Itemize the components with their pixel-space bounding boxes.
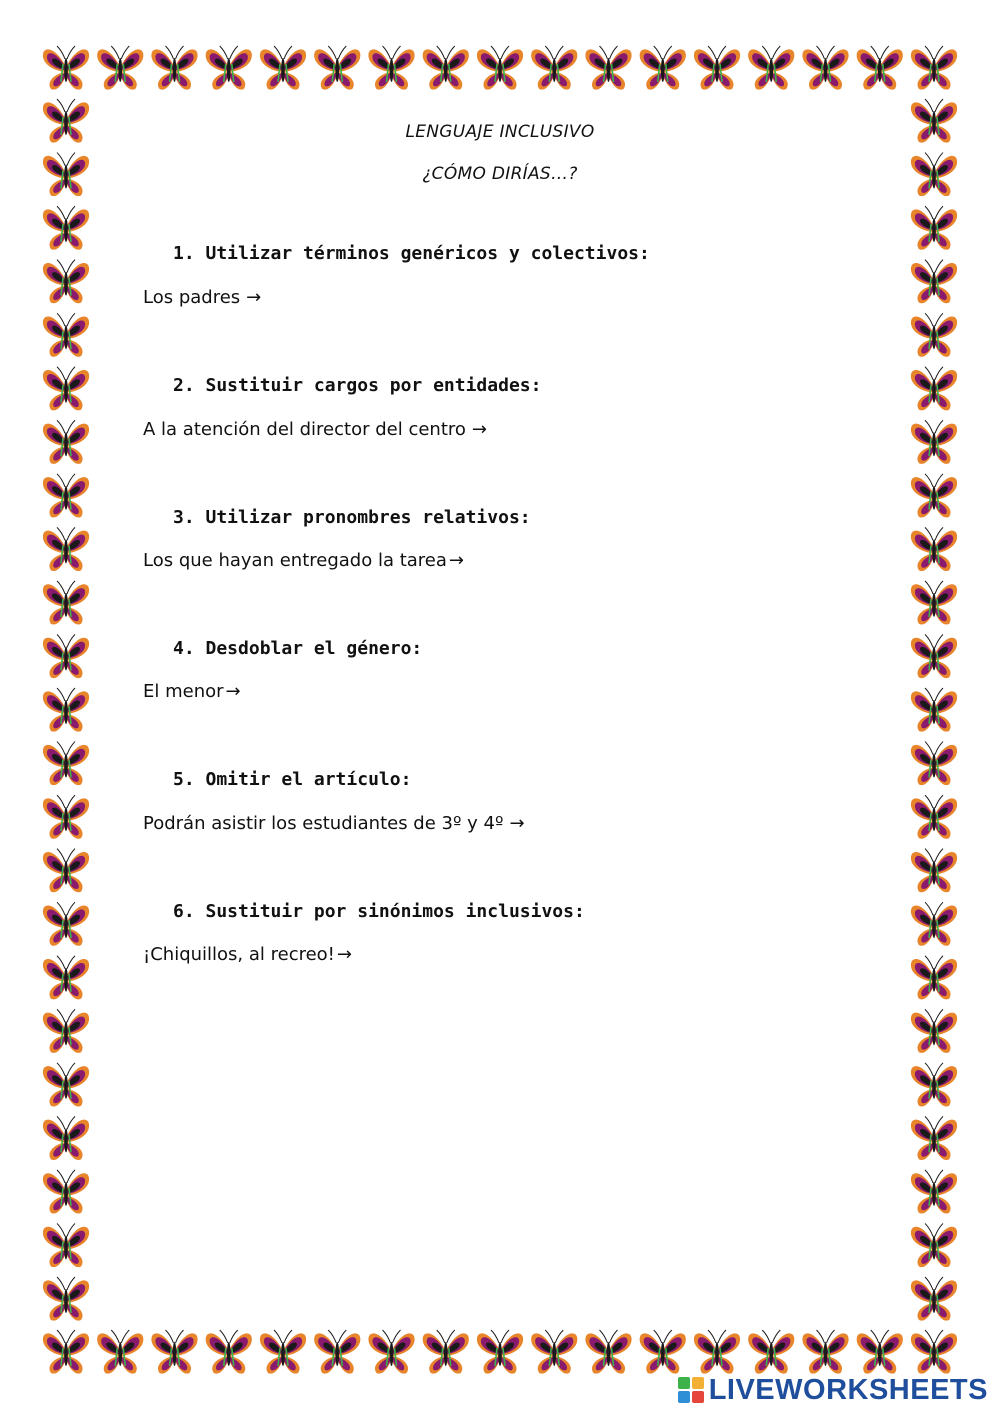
butterfly-icon bbox=[151, 1330, 197, 1374]
butterfly-icon bbox=[911, 313, 957, 357]
section-example-3 bbox=[143, 550, 464, 571]
butterfly-icon bbox=[43, 260, 89, 304]
example-text: Podrán asistir los estudiantes de 3º y 4º bbox=[143, 813, 504, 834]
section-example-2 bbox=[143, 419, 487, 440]
butterfly-icon bbox=[911, 634, 957, 678]
butterfly-icon bbox=[260, 1330, 306, 1374]
example-text: A la atención del director del centro bbox=[143, 419, 466, 440]
butterfly-icon bbox=[206, 1330, 252, 1374]
butterfly-icon bbox=[911, 581, 957, 625]
butterfly-icon bbox=[531, 1330, 577, 1374]
butterfly-icon bbox=[748, 1330, 794, 1374]
butterfly-icon bbox=[911, 902, 957, 946]
butterfly-icon bbox=[694, 1330, 740, 1374]
brand-name: LIVEWORKSHEETS bbox=[708, 1373, 988, 1406]
example-text: Los que hayan entregado la tarea bbox=[143, 550, 447, 571]
example-text: El menor bbox=[143, 681, 224, 702]
butterfly-icon bbox=[911, 1277, 957, 1321]
butterfly-icon bbox=[151, 46, 197, 90]
butterfly-icon bbox=[911, 474, 957, 518]
butterfly-icon bbox=[206, 46, 252, 90]
section-heading-4: 4. Desdoblar el género: bbox=[173, 638, 423, 659]
butterfly-icon bbox=[531, 46, 577, 90]
butterfly-icon bbox=[43, 367, 89, 411]
butterfly-icon bbox=[911, 849, 957, 893]
butterfly-icon bbox=[802, 46, 848, 90]
arrow-icon: → bbox=[509, 813, 525, 834]
butterfly-icon bbox=[911, 1330, 957, 1374]
butterfly-icon bbox=[43, 1063, 89, 1107]
butterfly-icon bbox=[477, 1330, 523, 1374]
butterfly-icon bbox=[911, 527, 957, 571]
butterfly-icon bbox=[911, 1009, 957, 1053]
butterfly-icon bbox=[857, 1330, 903, 1374]
butterfly-icon bbox=[43, 313, 89, 357]
butterfly-icon bbox=[911, 795, 957, 839]
butterfly-icon bbox=[748, 46, 794, 90]
butterfly-icon bbox=[640, 46, 686, 90]
butterfly-icon bbox=[857, 46, 903, 90]
arrow-icon: → bbox=[246, 287, 262, 308]
butterfly-icon bbox=[43, 46, 89, 90]
butterfly-icon bbox=[43, 1116, 89, 1160]
butterfly-icon bbox=[43, 688, 89, 732]
example-text: ¡Chiquillos, al recreo! bbox=[143, 944, 335, 965]
butterfly-icon bbox=[43, 420, 89, 464]
butterfly-icon bbox=[260, 46, 306, 90]
butterfly-icon bbox=[43, 742, 89, 786]
butterfly-icon bbox=[43, 1170, 89, 1214]
butterfly-icon bbox=[911, 260, 957, 304]
butterfly-icon bbox=[43, 527, 89, 571]
butterfly-icon bbox=[911, 420, 957, 464]
example-text: Los padres bbox=[143, 287, 241, 308]
butterfly-icon bbox=[911, 1223, 957, 1267]
butterfly-icon bbox=[43, 795, 89, 839]
butterfly-icon bbox=[423, 1330, 469, 1374]
butterfly-icon bbox=[368, 46, 414, 90]
section-example-1 bbox=[143, 287, 261, 308]
butterfly-icon bbox=[911, 742, 957, 786]
butterfly-icon bbox=[911, 1116, 957, 1160]
butterfly-icon bbox=[911, 46, 957, 90]
section-heading-2: 2. Sustituir cargos por entidades: bbox=[173, 375, 542, 396]
section-heading-6: 6. Sustituir por sinónimos inclusivos: bbox=[173, 901, 585, 922]
butterfly-icon bbox=[43, 1223, 89, 1267]
butterfly-icon bbox=[97, 46, 143, 90]
butterfly-icon bbox=[694, 46, 740, 90]
butterfly-icon bbox=[423, 46, 469, 90]
butterfly-icon bbox=[368, 1330, 414, 1374]
page-subtitle: ¿CÓMO DIRÍAS…? bbox=[422, 164, 578, 184]
butterfly-icon bbox=[911, 956, 957, 1000]
butterfly-icon bbox=[640, 1330, 686, 1374]
butterfly-icon bbox=[585, 46, 631, 90]
butterfly-icon bbox=[314, 46, 360, 90]
section-heading-5: 5. Omitir el artículo: bbox=[173, 769, 412, 790]
butterfly-icon bbox=[43, 1330, 89, 1374]
section-example-4 bbox=[143, 681, 241, 702]
section-heading-3: 3. Utilizar pronombres relativos: bbox=[173, 507, 531, 528]
butterfly-icon bbox=[43, 849, 89, 893]
butterfly-icon bbox=[43, 206, 89, 250]
butterfly-icon bbox=[43, 902, 89, 946]
liveworksheets-brand[interactable] bbox=[677, 1372, 988, 1408]
butterfly-icon bbox=[43, 1277, 89, 1321]
butterfly-icon bbox=[911, 1063, 957, 1107]
butterfly-icon bbox=[477, 46, 523, 90]
butterfly-icon bbox=[911, 1170, 957, 1214]
butterfly-icon bbox=[43, 1009, 89, 1053]
page-title: LENGUAJE INCLUSIVO bbox=[405, 122, 595, 142]
butterfly-icon bbox=[802, 1330, 848, 1374]
arrow-icon: → bbox=[471, 419, 487, 440]
butterfly-icon bbox=[911, 688, 957, 732]
butterfly-icon bbox=[585, 1330, 631, 1374]
butterfly-icon bbox=[911, 206, 957, 250]
section-example-6 bbox=[143, 944, 352, 965]
butterfly-icon bbox=[97, 1330, 143, 1374]
butterfly-icon bbox=[911, 367, 957, 411]
butterfly-icon bbox=[43, 474, 89, 518]
arrow-icon: → bbox=[448, 550, 464, 571]
arrow-icon: → bbox=[336, 944, 352, 965]
liveworksheets-logo-icon bbox=[677, 1376, 705, 1404]
butterfly-icon bbox=[314, 1330, 360, 1374]
section-example-5 bbox=[143, 813, 525, 834]
arrow-icon: → bbox=[225, 681, 241, 702]
butterfly-icon bbox=[43, 581, 89, 625]
section-heading-1: 1. Utilizar términos genéricos y colectivos: bbox=[173, 243, 650, 264]
butterfly-icon bbox=[43, 956, 89, 1000]
butterfly-icon bbox=[43, 634, 89, 678]
